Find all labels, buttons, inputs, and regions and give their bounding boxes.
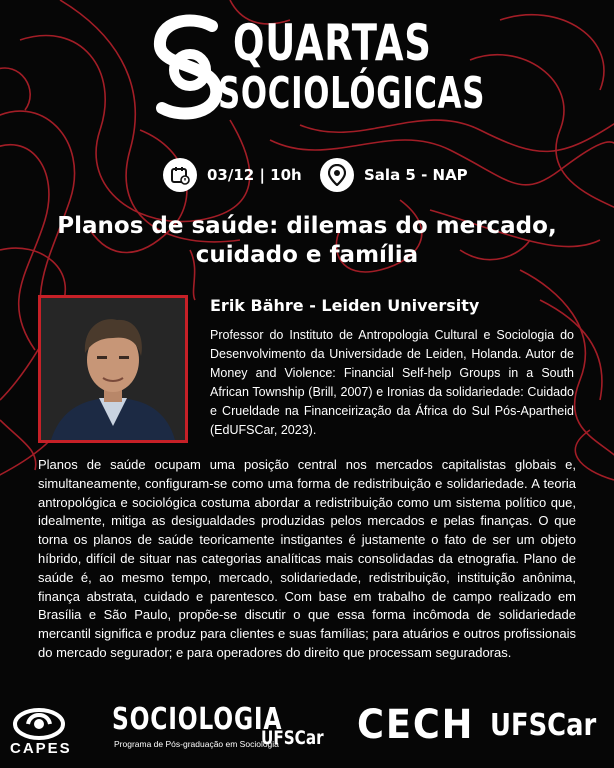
speaker-name: Erik Bähre - Leiden University — [210, 296, 480, 315]
sociologia-program-ufscar-label: UFSCar — [261, 727, 324, 749]
location-pin-icon — [320, 158, 354, 192]
event-datetime — [163, 158, 302, 192]
capes-logo-icon — [8, 702, 70, 742]
sociologia-program-logo: SOCIOLOGIA — [112, 702, 283, 737]
talk-abstract: Planos de saúde ocupam uma posição central nos mercados capitalistas globais e, simultaneamente, configuram-se como uma forma de redistribuição e solidariedade. A teoria antropológica e sociológica costuma abordar a redistribuição como um sistema político que, idealmente, mitiga as desigualdades produzidas pelos mercados e pelas finanças. O que torna os planos de saúde teoricamente instigantes é justamente o fato de ser um objeto híbrido, difícil de situar nas categorias analíticas mais consolidadas da etnografia. Plano de saúde é, ao mesmo tempo, mercado, solidariedade, redistribuição, instituição anônima, finança abstrata, cuidado e parentesco. Com base em trabalho de campo realizado em Brasília e São Paulo, propõe-se discutir o que essa forma incômoda de solidariedade mercantil significa e produz para clientes e suas famílias; para atuários e outros profissionais do mercado segurador; e para operadores do direito que processam seguradoras. — [38, 457, 576, 660]
cech-logo: CECH — [357, 702, 475, 748]
speaker-bio: Professor do Instituto de Antropologia Cultural e Sociologia do Desenvolvimento da Universidade de Leiden, Holanda. Autor de Money and Violence: Financial Self-help Groups in a South African Township (Brill, 2007) e Ironias da solidariedade: Cuidado e Crueldade na Financeirização da África do Sul Pós-Apartheid (EdUFSCar, 2023). — [210, 328, 574, 437]
talk-title-line1: Planos de saúde: dilemas do mercado, — [57, 213, 557, 239]
talk-title-line2: cuidado e família — [195, 242, 419, 268]
event-location-text: Sala 5 - NAP — [364, 166, 468, 184]
sociologia-program-subtitle: Programa de Pós-graduação em Sociologia — [114, 739, 279, 749]
calendar-icon — [163, 158, 197, 192]
capes-logo-label: CAPES — [10, 740, 72, 757]
event-series-title-line1: QUARTAS — [233, 14, 432, 72]
talk-title — [0, 212, 614, 270]
event-location — [320, 158, 468, 192]
ufscar-logo: UFSCar — [490, 708, 597, 743]
event-datetime-text: 03/12 | 10h — [207, 166, 302, 184]
event-series-title-line2: SOCIOLÓGICAS — [218, 68, 486, 119]
speaker-photo — [41, 298, 185, 440]
